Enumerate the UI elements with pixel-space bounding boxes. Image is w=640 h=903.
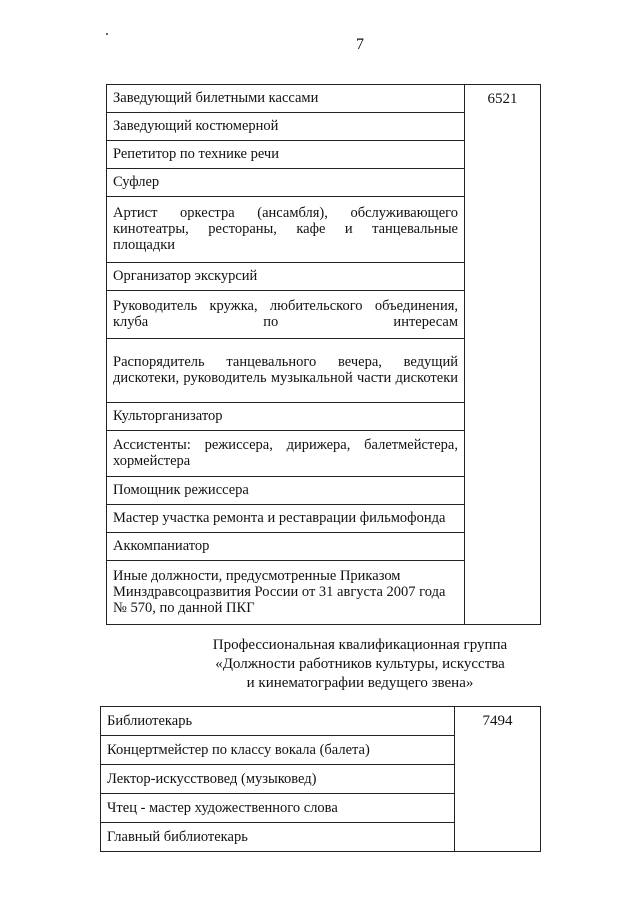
position-cell: Распорядитель танцевального вечера, ведущий дискотеки, руководитель музыкальной части дискотеки — [107, 339, 465, 403]
group-heading-line: Профессиональная квалификационная группа — [212, 637, 508, 653]
position-cell: Иные должности, предусмотренные Приказом Минздравсоцразвития России от 31 августа 2007 года № 570, по данной ПКГ — [107, 561, 465, 625]
positions-table-1 — [106, 84, 541, 625]
group-heading — [160, 636, 560, 693]
page-number: 7 — [356, 36, 364, 53]
position-cell: Репетитор по технике речи — [107, 141, 465, 169]
position-cell: Заведующий костюмерной — [107, 113, 465, 141]
position-cell: Библиотекарь — [101, 707, 455, 736]
position-cell: Заведующий билетными кассами — [107, 85, 465, 113]
table-row — [101, 707, 541, 736]
position-cell: Аккомпаниатор — [107, 533, 465, 561]
position-cell: Лектор-искусствовед (музыковед) — [101, 765, 455, 794]
position-cell: Организатор экскурсий — [107, 263, 465, 291]
position-cell: Главный библиотекарь — [101, 823, 455, 852]
position-cell: Мастер участка ремонта и реставрации фильмофонда — [107, 505, 465, 533]
positions-table-2 — [100, 706, 541, 852]
scan-speck — [106, 33, 108, 35]
position-cell: Артист оркестра (ансамбля), обслуживающего кинотеатры, рестораны, кафе и танцевальные площадки — [107, 197, 465, 263]
position-cell: Руководитель кружка, любительского объединения, клуба по интересам — [107, 291, 465, 339]
salary-cell: 7494 — [455, 707, 541, 852]
position-cell: Суфлер — [107, 169, 465, 197]
salary-cell: 6521 — [465, 85, 541, 625]
group-heading-line: «Должности работников культуры, искусства — [215, 656, 505, 672]
position-cell: Культорганизатор — [107, 403, 465, 431]
position-cell: Ассистенты: режиссера, дирижера, балетмейстера, хормейстера — [107, 431, 465, 477]
position-cell: Помощник режиссера — [107, 477, 465, 505]
group-heading-line: и кинематографии ведущего звена» — [246, 675, 474, 691]
table-row — [107, 85, 541, 113]
position-cell: Концертмейстер по классу вокала (балета) — [101, 736, 455, 765]
position-cell: Чтец - мастер художественного слова — [101, 794, 455, 823]
